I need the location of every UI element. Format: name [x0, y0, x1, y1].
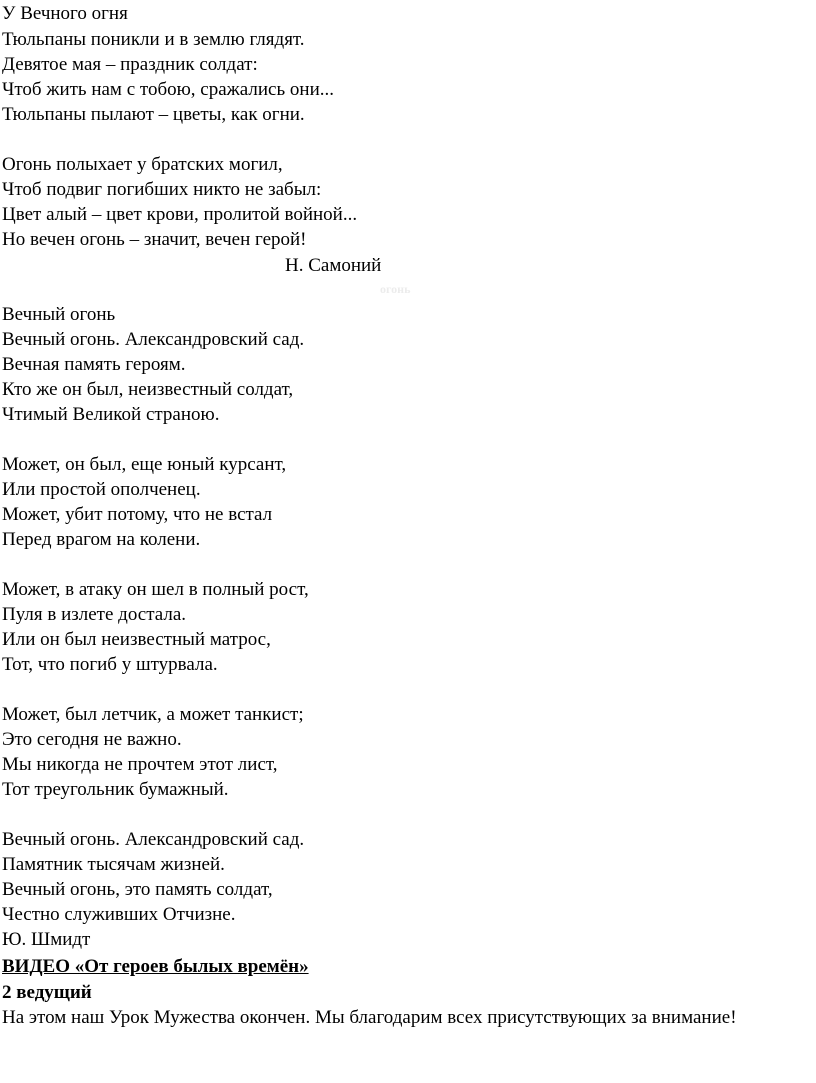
poem-line: Тот треугольник бумажный.	[2, 779, 229, 800]
poem-line: Девятое мая – праздник солдат:	[2, 54, 258, 75]
poem-line: Мы никогда не прочтем этот лист,	[2, 754, 278, 775]
poem-line: Тот, что погиб у штурвала.	[2, 654, 218, 675]
poem-author: Н. Самоний	[285, 255, 382, 276]
video-heading: ВИДЕО «От героев былых времён»	[2, 956, 309, 977]
poem-line: Может, был летчик, а может танкист;	[2, 704, 304, 725]
watermark-text: огонь	[380, 282, 411, 296]
poem-line: Чтоб подвиг погибших никто не забыл:	[2, 179, 322, 200]
poem-line: Тюльпаны пылают – цветы, как огни.	[2, 104, 305, 125]
poem-line: Памятник тысячам жизней.	[2, 854, 225, 875]
closing-text: На этом наш Урок Мужества окончен. Мы благодарим всех присутствующих за внимание!	[2, 1007, 737, 1028]
poem-line: Чтимый Великой страною.	[2, 404, 220, 425]
poem-line: Или он был неизвестный матрос,	[2, 629, 271, 650]
poem-title: Вечный огонь	[2, 304, 116, 325]
poem-line: Вечная память героям.	[2, 354, 186, 375]
poem-line: Или простой ополченец.	[2, 479, 201, 500]
poem-line: Может, он был, еще юный курсант,	[2, 454, 287, 475]
poem-line: Может, в атаку он шел в полный рост,	[2, 579, 309, 600]
poem-line: Чтоб жить нам с тобою, сражались они...	[2, 79, 334, 100]
poem-line: Перед врагом на колени.	[2, 529, 201, 550]
poem-line: Это сегодня не важно.	[2, 729, 182, 750]
poem-title: У Вечного огня	[2, 3, 128, 24]
poem-line: Пуля в излете достала.	[2, 604, 187, 625]
poem-line: Кто же он был, неизвестный солдат,	[2, 379, 294, 400]
poem-line: Тюльпаны поникли и в землю глядят.	[2, 29, 305, 50]
poem-line: Цвет алый – цвет крови, пролитой войной...	[2, 204, 358, 225]
poem-line: Честно служивших Отчизне.	[2, 904, 236, 925]
poem-line: Может, убит потому, что не встал	[2, 504, 273, 525]
poem-line: Вечный огонь. Александровский сад.	[2, 329, 305, 350]
speaker-label: 2 ведущий	[2, 982, 92, 1003]
poem-line: Но вечен огонь – значит, вечен герой!	[2, 229, 307, 250]
poem-line: Вечный огонь, это память солдат,	[2, 879, 273, 900]
poem-author: Ю. Шмидт	[2, 929, 91, 950]
poem-line: Огонь полыхает у братских могил,	[2, 154, 283, 175]
poem-line: Вечный огонь. Александровский сад.	[2, 829, 305, 850]
